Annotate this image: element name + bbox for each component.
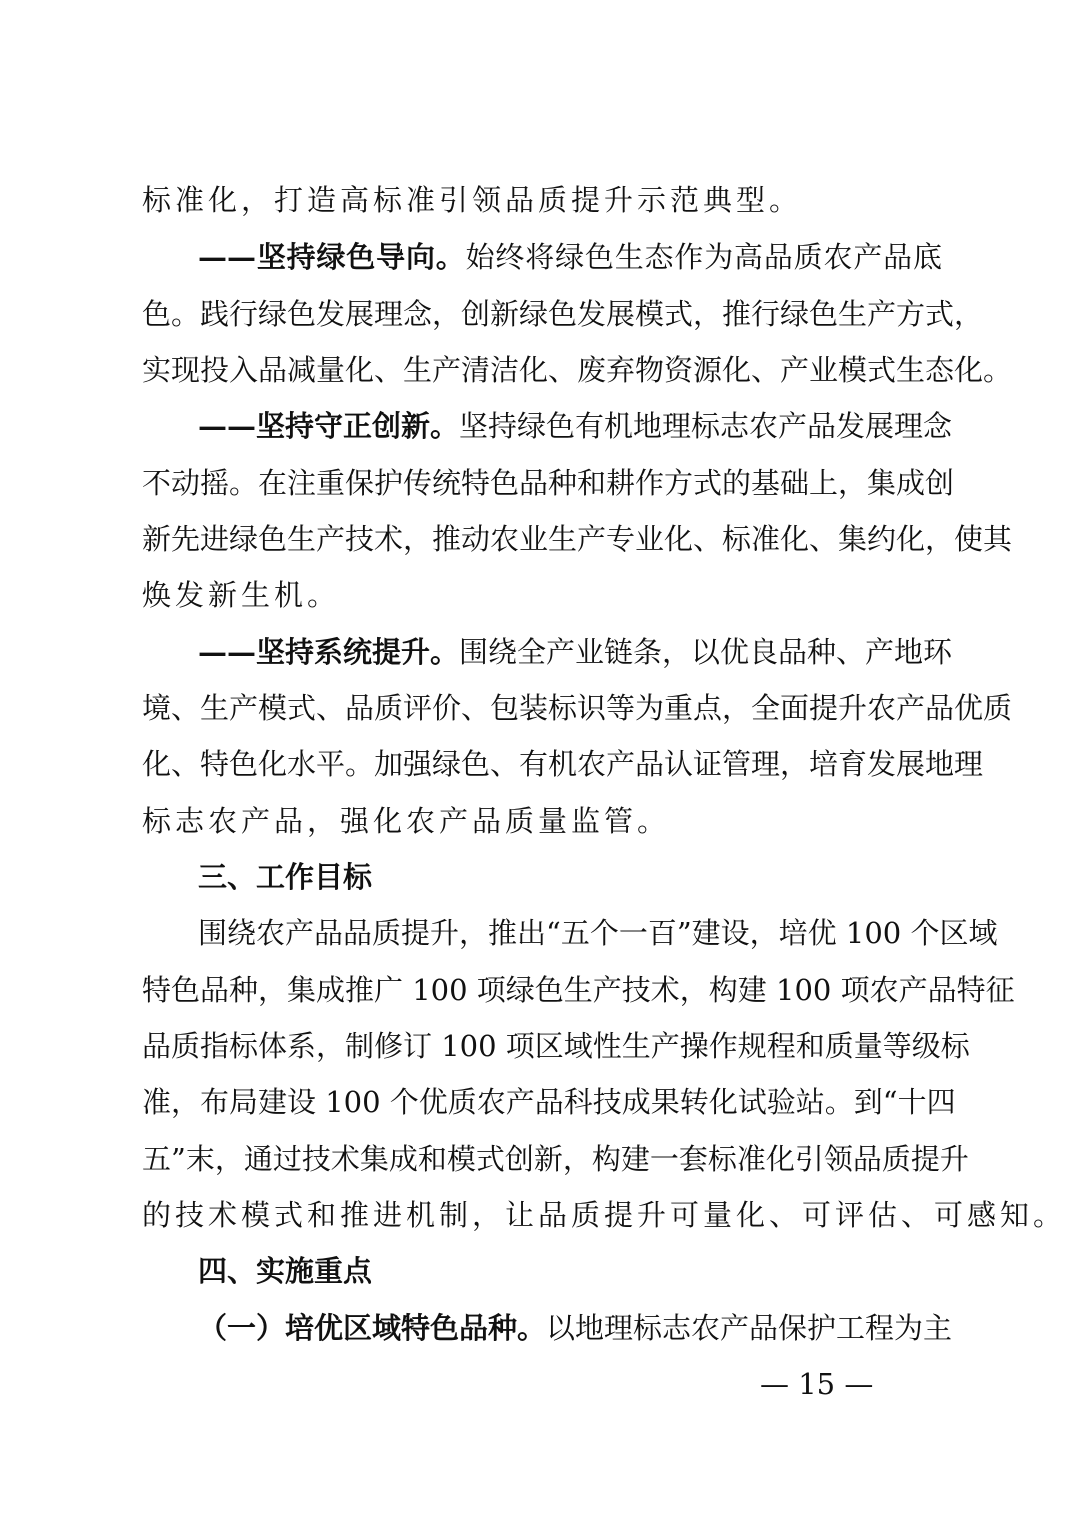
body-line-7: 新先进绿色生产技术，推动农业生产专业化、标准化、集约化，使其 [142, 522, 1013, 556]
body-line-4: 实现投入品减量化、生产清洁化、废弃物资源化、产业模式生态化。 [142, 353, 1013, 387]
body-line-10: 境、生产模式、品质评价、包装标识等为重点，全面提升农产品优质 [142, 691, 1013, 725]
body-line-19: 的技术模式和推进机制，让品质提升可量化、可评估、可感知。 [142, 1198, 1067, 1232]
page-number: — 15 — [760, 1367, 874, 1401]
priority-one-title: （一）培优区域特色品种。 [198, 1311, 547, 1345]
section-heading-priorities: 四、实施重点 [198, 1254, 373, 1288]
body-line-6: 不动摇。在注重保护传统特色品种和耕作方式的基础上，集成创 [142, 466, 955, 500]
priority-one-text: 以地理标志农产品保护工程为主 [546, 1311, 953, 1345]
body-line-3: 色。践行绿色发展理念，创新绿色发展模式，推行绿色生产方式， [142, 297, 984, 331]
principle-innovation-title: ——坚持守正创新。 [198, 409, 460, 443]
body-line-11: 化、特色化水平。加强绿色、有机农产品认证管理，培育发展地理 [142, 747, 984, 781]
principle-green-title: ——坚持绿色导向。 [198, 240, 466, 274]
body-line-15: 特色品种，集成推广 100 项绿色生产技术，构建 100 项农产品特征 [142, 973, 1015, 1007]
principle-system-title: ——坚持系统提升。 [198, 635, 460, 669]
body-line-8: 焕发新生机。 [142, 578, 341, 612]
principle-innovation-text: 坚持绿色有机地理标志农产品发展理念 [459, 409, 953, 443]
section-heading-goals: 三、工作目标 [198, 860, 373, 894]
priority-one-line [198, 1308, 953, 1348]
body-line-1: 标准化，打造高标准引领品质提升示范典型。 [142, 183, 803, 217]
principle-innovation-line [198, 406, 953, 446]
body-line-12: 标志农产品，强化农产品质量监管。 [142, 804, 671, 838]
body-line-16: 品质指标体系，制修订 100 项区域性生产操作规程和质量等级标 [142, 1029, 970, 1063]
principle-system-text: 围绕全产业链条，以优良品种、产地环 [459, 635, 953, 669]
body-line-14: 围绕农产品品质提升，推出“五个一百”建设，培优 100 个区域 [198, 916, 998, 950]
principle-system-line [198, 632, 953, 672]
body-line-18: 五”末，通过技术集成和模式创新，构建一套标准化引领品质提升 [142, 1142, 969, 1176]
principle-green-text: 始终将绿色生态作为高品质农产品底 [465, 240, 942, 274]
body-line-17: 准，布局建设 100 个优质农产品科技成果转化试验站。到“十四 [142, 1085, 956, 1119]
principle-green-line [198, 237, 942, 277]
